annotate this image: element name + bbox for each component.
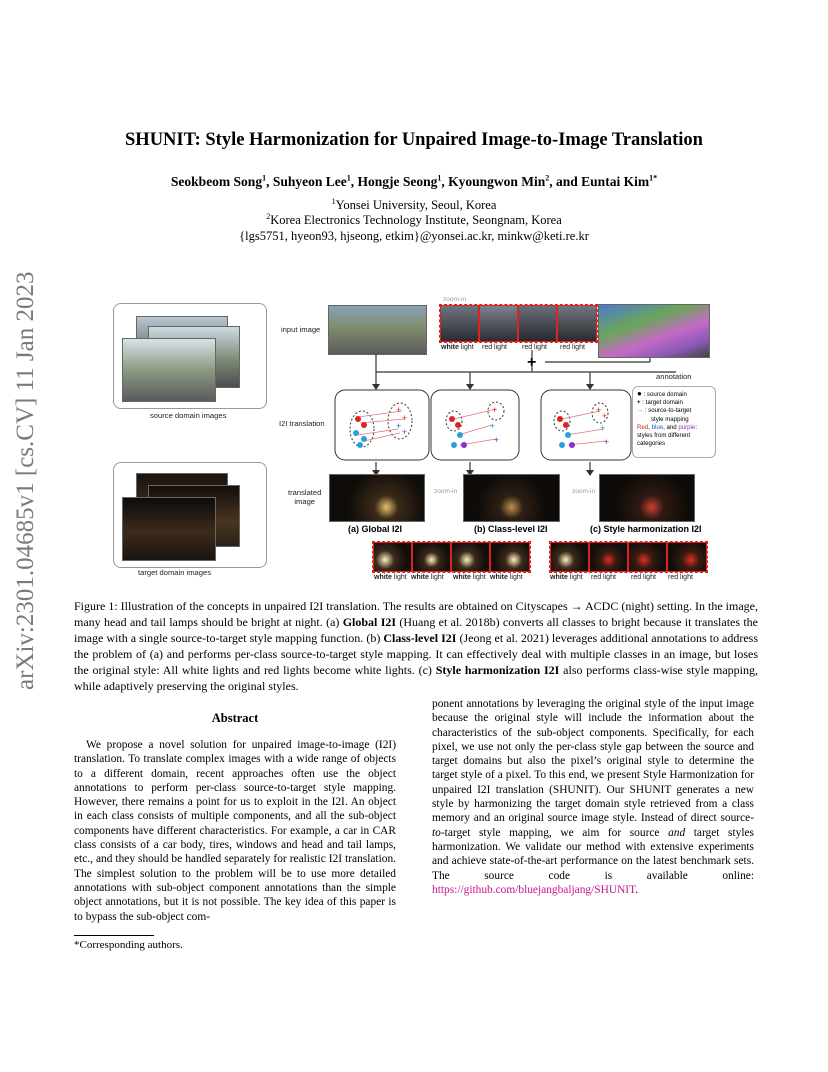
arxiv-sidebar-label: arXiv:2301.04685v1 [cs.CV] 11 Jan 2023 — [12, 271, 39, 690]
author-list: Seokbeom Song$^1$, Suhyeon Lee$^1$, Hongje Seong$^1$, Kyoungwon Min$^2$, and Euntai Kim$^{1*}$ — [170, 173, 658, 189]
author-affiliation-mark: 1* — [649, 173, 658, 183]
crop-label: red light — [522, 344, 547, 351]
figure-caption: Figure 1: Illustration of the concepts in unpaired I2I translation. The results are obtained on Cityscapes → ACDC (night) setting. In the image, many head and tail lamps should be bright at night. (a) Global I2I (Huang et al. 2018b) converts all classes to bright because it translates the image with a single source-to-target style mapping function. (b) Class-level I2I (Jeong et al. 2021) leverages additional annotations to address the problem of (a) and performs per-class source-to-target style mapping. It can effectively deal with multiple classes in an image, but loses the original style: All white lights and red lights become white lights. (c) Style harmonization I2I also performs class-wise style mapping, while adaptively preserving the original styles. — [74, 599, 759, 693]
affiliation-2: $^2$Korea Electronics Technology Institute, Seongnam, Korea — [266, 211, 562, 227]
svg-text:+: + — [602, 411, 608, 421]
svg-text:+: + — [527, 354, 537, 371]
crop-label: white light — [550, 574, 583, 581]
translated-image-a — [329, 474, 425, 522]
author-emails: {lgs5751, hyeon93, hjseong, etkim}@yonsei.ac.kr, minkw@keti.re.kr — [239, 229, 589, 243]
svg-text:+: + — [492, 405, 498, 415]
crop-label: white light — [490, 574, 523, 581]
crop-label: red light — [668, 574, 693, 581]
right-column-text: ponent annotations by leveraging the original style of the input image because the original style will include the information about the characteristics of the sub-object components. Specifically, for each pixel, we use not only the per-class style gap between the source and target domains but also the pixel’s original style to determine the target style of a pixel. To this end, we present Style Harmonization for unpaired I2I translation (SHUNIT). Our SHUNIT generates a new style by harmonizing the target domain style retrieved from a class memory and an original source image style. Instead of direct source-to-target style mapping, we aim for source and target styles harmonization. We validate our method with extensive experiments and achieve state-of-the-art performance on the latest benchmark sets. The source code is available online: https://github.com/bluejangbaljang/SHUNIT. — [432, 698, 754, 896]
crop-label: red light — [591, 574, 616, 581]
subfigure-a-label: (a) Global I2I — [348, 524, 403, 534]
crop-label: white light — [441, 344, 474, 351]
crop-label: white light — [374, 574, 407, 581]
diagram-legend: ● : source domain + : target domain → : source-to-target style mapping Red, blue, and purple: styles from different categories — [632, 386, 716, 458]
svg-text:+: + — [402, 427, 408, 437]
author-affiliation-mark: 1 — [346, 173, 351, 183]
author-affiliation-mark: 1 — [437, 173, 442, 183]
style-harmonization-diagram — [540, 389, 632, 461]
svg-text:+: + — [596, 405, 602, 415]
zoom-crops-class-level — [372, 541, 531, 573]
translated-image-label: translated image — [288, 488, 322, 506]
annotation-label: annotation — [656, 372, 692, 381]
author-name: Seokbeom Song — [170, 174, 263, 189]
author-affiliation-mark: 2 — [545, 173, 550, 183]
svg-text:+: + — [600, 423, 606, 433]
input-image-label: input image — [281, 325, 321, 334]
svg-text:+: + — [604, 437, 610, 447]
translated-image-c — [599, 474, 695, 522]
footnote-rule — [74, 935, 154, 936]
author-name: Hongje Seong — [357, 174, 438, 189]
i2i-translation-label: I2I translation — [279, 419, 325, 428]
crop-label: white light — [411, 574, 444, 581]
abstract-body: We propose a novel solution for unpaired image-to-image (I2I) translation. To translate complex images with a wide range of objects to a different domain, recent approaches often use the object annotations to perform per-class source-to-target style mapping. However, there remains a point for us to exploit in the I2I. An object in each class consists of multiple components, and all the sub-object components have different characteristics. For example, a car in CAR class consists of a car body, tires, windows and head and tail lamps, etc., and they should be handled separately for realistic I2I translation. The simplest solution to the problem will be to use more detailed annotations with sub-object component annotations than the simple object annotations, but it is not possible. The key idea of this paper is to bypass the sub-object com- — [74, 739, 396, 923]
subfigure-b-label: (b) Class-level I2I — [474, 524, 548, 534]
affiliation-1: $^1$Yonsei University, Seoul, Korea — [331, 196, 497, 212]
crop-label: red light — [482, 344, 507, 351]
subfigure-c-label: (c) Style harmonization I2I — [590, 524, 702, 534]
svg-text:+: + — [494, 435, 500, 445]
zoom-crops-style-harmonization — [549, 541, 708, 573]
svg-text:+: + — [396, 405, 402, 415]
svg-text:+: + — [402, 413, 408, 423]
svg-text:+: + — [396, 421, 402, 431]
target-domain-label: target domain images — [138, 568, 212, 577]
class-level-i2i-diagram — [430, 389, 520, 461]
author-name: Euntai Kim — [581, 174, 650, 189]
global-i2i-diagram — [334, 389, 430, 461]
zoom-in-label: zoom-in — [443, 296, 467, 303]
author-name: Kyoungwon Min — [448, 174, 546, 189]
zoom-in-label: zoom-in — [434, 488, 458, 495]
paper-title: SHUNIT: Style Harmonization for Unpaired Image-to-Image Translation — [125, 130, 703, 150]
author-name: Suhyeon Lee — [272, 174, 347, 189]
crop-label: red light — [560, 344, 585, 351]
author-affiliation-mark: 1 — [262, 173, 267, 183]
crop-label: white light — [453, 574, 486, 581]
source-domain-label: source domain images — [150, 411, 227, 420]
zoom-in-label: zoom-in — [572, 488, 596, 495]
translated-image-b — [463, 474, 560, 522]
abstract-heading: Abstract — [211, 711, 259, 725]
crop-label: red light — [631, 574, 656, 581]
github-link[interactable]: https://github.com/bluejangbaljang/SHUNIT — [432, 883, 636, 896]
svg-text:+: + — [490, 421, 496, 431]
footnote: *Corresponding authors. — [74, 939, 183, 951]
